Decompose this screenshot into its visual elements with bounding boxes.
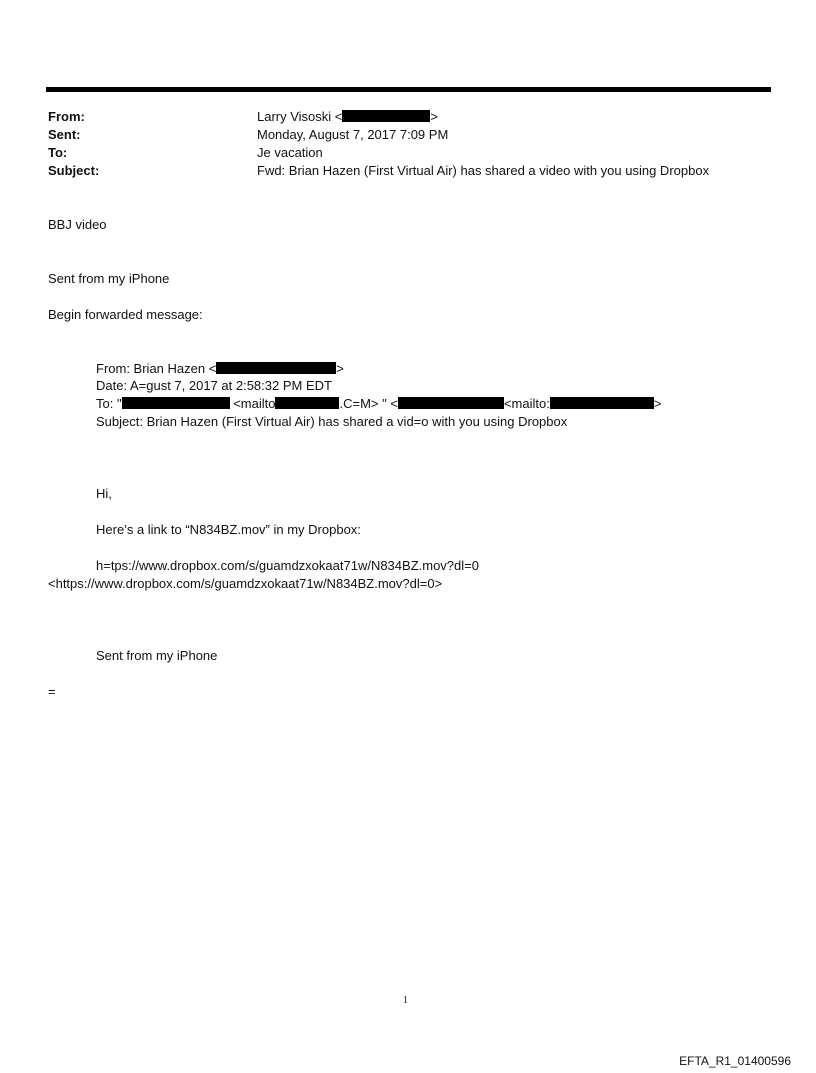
from-close: >	[430, 109, 438, 124]
fwd-to-mailto2: <mailto:	[503, 396, 550, 411]
bates-number: EFTA_R1_01400596	[679, 1054, 791, 1068]
fwd-to	[96, 395, 661, 413]
subject-value: Fwd: Brian Hazen (First Virtual Air) has shared a video with you using Dropbox	[257, 163, 710, 178]
redaction-block	[342, 110, 430, 122]
header-rule	[46, 87, 771, 92]
page-number: 1	[403, 995, 408, 1006]
redaction-block	[122, 397, 230, 409]
from-value	[257, 108, 438, 126]
fwd-subject: Subject: Brian Hazen (First Virtual Air) has shared a vid=o with you using Dropbox	[96, 414, 568, 429]
body-line-forwarded: Begin forwarded message:	[48, 307, 203, 322]
fwd-link-intro: Here’s a link to “N834BZ.mov” in my Dropbox:	[96, 522, 361, 537]
fwd-from-text: From: Brian Hazen <	[96, 361, 217, 376]
subject-label: Subject:	[48, 163, 100, 178]
fwd-to-prefix: To: "	[96, 396, 122, 411]
sent-value: Monday, August 7, 2017 7:09 PM	[257, 127, 449, 142]
to-value: Je vacation	[257, 145, 323, 160]
body-line-bbj: BBJ video	[48, 217, 107, 232]
to-label: To:	[48, 145, 68, 160]
redaction-block	[550, 397, 654, 409]
from-label: From:	[48, 109, 85, 124]
fwd-to-close: >	[653, 396, 662, 411]
redaction-block	[275, 397, 339, 409]
fwd-greeting: Hi,	[96, 486, 112, 501]
fwd-from	[96, 360, 344, 378]
sent-label: Sent:	[48, 127, 81, 142]
fwd-from-close: >	[336, 361, 344, 376]
fwd-date: Date: A=gust 7, 2017 at 2:58:32 PM EDT	[96, 378, 332, 393]
redaction-block	[398, 397, 504, 409]
fwd-to-mailto1-end: .C=M> " <	[339, 396, 398, 411]
trailer-equals: =	[48, 684, 56, 699]
fwd-to-mailto1: <mailto	[233, 396, 276, 411]
redaction-block	[216, 362, 336, 374]
body-line-sent-from: Sent from my iPhone	[48, 271, 170, 286]
dropbox-link-bracketed[interactable]: <https://www.dropbox.com/s/guamdzxokaat71w/N834BZ.mov?dl=0>	[48, 576, 443, 591]
dropbox-link[interactable]: h=tps://www.dropbox.com/s/guamdzxokaat71w/N834BZ.mov?dl=0	[96, 558, 479, 573]
fwd-signature: Sent from my iPhone	[96, 648, 218, 663]
from-name: Larry Visoski <	[257, 109, 343, 124]
